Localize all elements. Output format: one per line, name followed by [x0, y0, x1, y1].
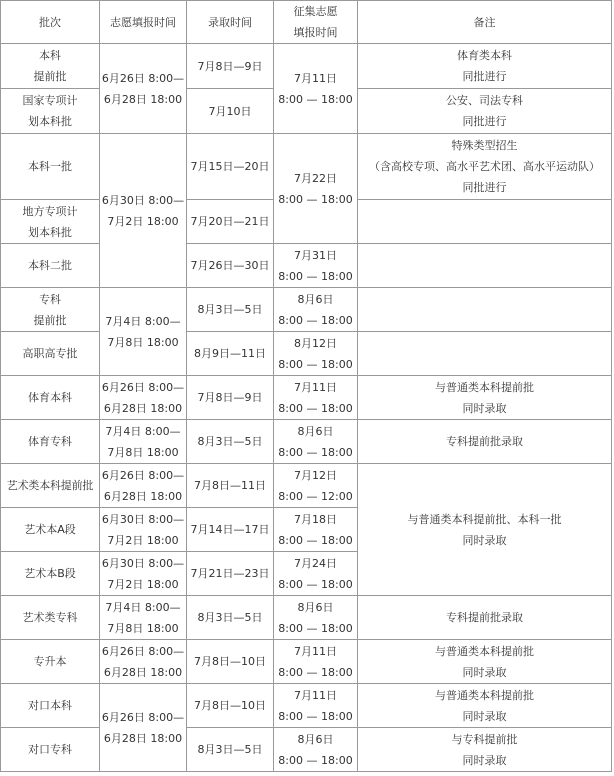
collect-time-cell: 8月6日 8:00 — 18:00: [274, 596, 358, 640]
header-collect-time: 征集志愿 填报时间: [274, 1, 358, 44]
collect-time-cell: 7月11日 8:00 — 18:00: [274, 640, 358, 684]
table-row: [1, 44, 612, 89]
batch-cell: 艺术类本科提前批: [1, 464, 100, 508]
apply-time-cell: 6月30日 8:00— 7月2日 18:00: [100, 134, 187, 288]
note-cell: [358, 200, 612, 244]
apply-time-cell: 6月30日 8:00— 7月2日 18:00: [100, 508, 187, 552]
apply-time-cell: 7月4日 8:00— 7月8日 18:00: [100, 420, 187, 464]
admit-time-cell: 7月8日—10日: [187, 684, 274, 728]
admit-time-cell: 7月26日—30日: [187, 244, 274, 288]
batch-cell: 体育专科: [1, 420, 100, 464]
admit-time-cell: 8月9日—11日: [187, 332, 274, 376]
note-cell: 与专科提前批 同时录取: [358, 728, 612, 772]
apply-time-cell: 6月30日 8:00— 7月2日 18:00: [100, 552, 187, 596]
note-cell: 与普通类本科提前批 同时录取: [358, 684, 612, 728]
note-cell: 公安、司法专科 同批进行: [358, 89, 612, 134]
header-admit-time: 录取时间: [187, 1, 274, 44]
admit-time-cell: 7月21日—23日: [187, 552, 274, 596]
admit-time-cell: 7月14日—17日: [187, 508, 274, 552]
note-cell: 特殊类型招生 （含高校专项、高水平艺术团、高水平运动队） 同批进行: [358, 134, 612, 200]
admit-time-cell: 7月8日—10日: [187, 640, 274, 684]
batch-cell: 专升本: [1, 640, 100, 684]
header-note: 备注: [358, 1, 612, 44]
header-batch: 批次: [1, 1, 100, 44]
collect-time-cell: 7月24日 8:00 — 18:00: [274, 552, 358, 596]
batch-cell: 本科二批: [1, 244, 100, 288]
note-cell: 与普通类本科提前批 同时录取: [358, 376, 612, 420]
admit-time-cell: 8月3日—5日: [187, 728, 274, 772]
collect-time-cell: 7月18日 8:00 — 18:00: [274, 508, 358, 552]
table-header-row: [1, 1, 612, 44]
batch-cell: 国家专项计 划本科批: [1, 89, 100, 134]
apply-time-cell: 6月26日 8:00— 6月28日 18:00: [100, 464, 187, 508]
batch-cell: 艺术本A段: [1, 508, 100, 552]
apply-time-cell: 6月26日 8:00— 6月28日 18:00: [100, 684, 187, 772]
collect-time-cell: 8月12日 8:00 — 18:00: [274, 332, 358, 376]
batch-cell: 体育本科: [1, 376, 100, 420]
batch-cell: 高职高专批: [1, 332, 100, 376]
note-cell: 体育类本科 同批进行: [358, 44, 612, 89]
table-row: [1, 420, 612, 464]
note-cell: [358, 244, 612, 288]
admit-time-cell: 7月8日—9日: [187, 376, 274, 420]
apply-time-cell: 7月4日 8:00— 7月8日 18:00: [100, 288, 187, 376]
batch-cell: 专科 提前批: [1, 288, 100, 332]
table-row: [1, 464, 612, 508]
note-cell: [358, 332, 612, 376]
header-apply-time: 志愿填报时间: [100, 1, 187, 44]
admit-time-cell: 7月15日—20日: [187, 134, 274, 200]
collect-time-cell: 8月6日 8:00 — 18:00: [274, 728, 358, 772]
admit-time-cell: 7月8日—11日: [187, 464, 274, 508]
note-cell: 与普通类本科提前批 同时录取: [358, 640, 612, 684]
table-row: [1, 332, 612, 376]
admit-time-cell: 7月8日—9日: [187, 44, 274, 89]
apply-time-cell: 7月4日 8:00— 7月8日 18:00: [100, 596, 187, 640]
batch-cell: 对口专科: [1, 728, 100, 772]
collect-time-cell: 8月6日 8:00 — 18:00: [274, 420, 358, 464]
apply-time-cell: 6月26日 8:00— 6月28日 18:00: [100, 640, 187, 684]
collect-time-cell: 7月11日 8:00 — 18:00: [274, 684, 358, 728]
admit-time-cell: 8月3日—5日: [187, 596, 274, 640]
collect-time-cell: 7月11日 8:00 — 18:00: [274, 44, 358, 134]
collect-time-cell: 7月31日 8:00 — 18:00: [274, 244, 358, 288]
collect-time-cell: 7月22日 8:00 — 18:00: [274, 134, 358, 244]
table-row: [1, 684, 612, 728]
batch-cell: 对口本科: [1, 684, 100, 728]
batch-cell: 地方专项计 划本科批: [1, 200, 100, 244]
batch-cell: 艺术本B段: [1, 552, 100, 596]
note-cell: [358, 288, 612, 332]
batch-cell: 本科 提前批: [1, 44, 100, 89]
collect-time-cell: 7月11日 8:00 — 18:00: [274, 376, 358, 420]
admit-time-cell: 8月3日—5日: [187, 288, 274, 332]
apply-time-cell: 6月26日 8:00— 6月28日 18:00: [100, 44, 187, 134]
admit-time-cell: 7月20日—21日: [187, 200, 274, 244]
admit-time-cell: 8月3日—5日: [187, 420, 274, 464]
table-row: [1, 728, 612, 772]
batch-cell: 本科一批: [1, 134, 100, 200]
table-row: [1, 596, 612, 640]
batch-cell: 艺术类专科: [1, 596, 100, 640]
table-row: [1, 288, 612, 332]
note-cell: 与普通类本科提前批、本科一批 同时录取: [358, 464, 612, 596]
apply-time-cell: 6月26日 8:00— 6月28日 18:00: [100, 376, 187, 420]
collect-time-cell: 7月12日 8:00 — 12:00: [274, 464, 358, 508]
table-row: [1, 640, 612, 684]
table-row: [1, 134, 612, 200]
note-cell: 专科提前批录取: [358, 420, 612, 464]
admit-time-cell: 7月10日: [187, 89, 274, 134]
table-row: [1, 376, 612, 420]
table-row: [1, 244, 612, 288]
note-cell: 专科提前批录取: [358, 596, 612, 640]
collect-time-cell: 8月6日 8:00 — 18:00: [274, 288, 358, 332]
